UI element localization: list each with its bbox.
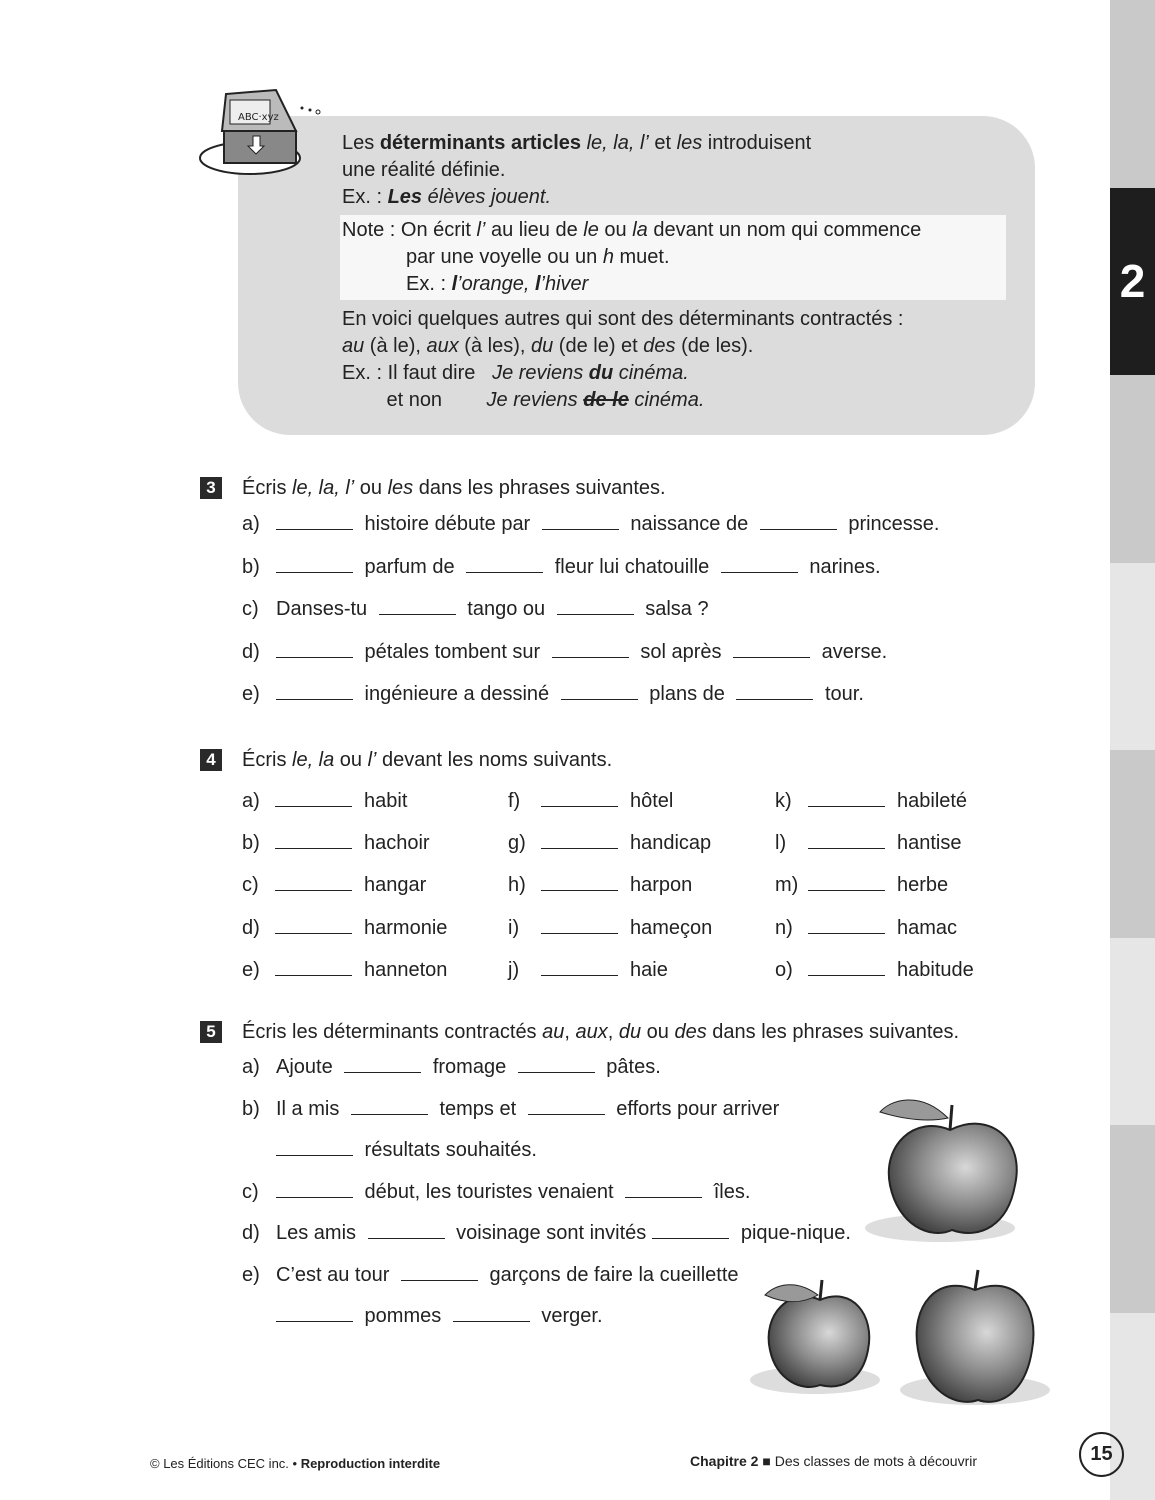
- chapter-label: Chapitre 2: [690, 1453, 759, 1469]
- text-segment: fleur lui chatouille: [549, 555, 715, 578]
- text-segment: introduisent: [702, 132, 812, 154]
- apple-icon: [900, 1270, 1050, 1405]
- text-segment: et non: [342, 389, 487, 411]
- rule-line: [342, 333, 1022, 360]
- styled-segment: le, la, l’: [586, 132, 649, 154]
- text-segment: (de les).: [675, 335, 754, 357]
- text-segment: ou: [641, 1020, 675, 1043]
- text-segment: (à les),: [458, 335, 531, 357]
- text-segment: Ajoute: [276, 1056, 339, 1078]
- noun-word: hangar: [364, 874, 427, 897]
- apples-illustration: [740, 1090, 1050, 1420]
- styled-segment: de le: [583, 389, 629, 411]
- text-segment: Ex. : Il faut dire: [342, 362, 493, 384]
- noun-word: handicap: [630, 832, 712, 855]
- item-label: o): [775, 958, 793, 981]
- styled-segment: h: [602, 246, 614, 268]
- text-segment: verger.: [535, 1305, 603, 1327]
- styled-segment: du: [588, 362, 614, 384]
- noun-item: [242, 916, 447, 940]
- styled-segment: le: [583, 219, 599, 241]
- noun-word: habitude: [897, 958, 974, 981]
- text-segment: ingénieure a dessiné: [359, 683, 555, 705]
- answer-blank[interactable]: [625, 1180, 702, 1198]
- chapter-tabs: [1110, 0, 1155, 1500]
- text-segment: plans de: [643, 683, 731, 705]
- exercise-4: [200, 745, 1100, 990]
- styled-segment: l: [534, 273, 541, 295]
- treasure-chest-icon: [198, 86, 338, 181]
- answer-blank[interactable]: [275, 916, 352, 934]
- page-number: 15: [1079, 1432, 1124, 1477]
- answer-blank[interactable]: [344, 1055, 421, 1073]
- answer-blank[interactable]: [275, 789, 352, 807]
- answer-blank[interactable]: [276, 555, 353, 573]
- answer-blank[interactable]: [541, 958, 618, 976]
- item-label: j): [508, 958, 520, 981]
- apple-icon: [750, 1280, 880, 1394]
- answer-blank[interactable]: [351, 1097, 428, 1115]
- answer-blank[interactable]: [760, 512, 837, 530]
- text-segment: Danses-tu: [276, 598, 373, 620]
- noun-word: habileté: [897, 790, 968, 812]
- text-segment: Ex. :: [342, 186, 388, 208]
- text-segment: temps et: [433, 1097, 522, 1120]
- noun-grid: [242, 775, 1100, 990]
- styled-segment: élèves jouent.: [422, 186, 552, 208]
- text-segment: résultats souhaités.: [359, 1139, 537, 1161]
- styled-segment: aux: [575, 1020, 608, 1043]
- noun-item: [508, 831, 711, 855]
- answer-blank[interactable]: [275, 831, 352, 849]
- text-segment: au lieu de: [485, 219, 584, 241]
- rule-line: [342, 306, 1022, 333]
- text-segment: tour.: [819, 683, 864, 705]
- text-segment: En voici quelques autres qui sont des déterminants contractés :: [342, 308, 904, 330]
- text-segment: pique-nique.: [735, 1222, 851, 1244]
- item-label: b): [242, 1097, 260, 1120]
- text-segment: Écris: [242, 476, 292, 499]
- answer-blank[interactable]: [808, 873, 885, 891]
- noun-word: habit: [364, 790, 408, 812]
- tab-band: [1110, 750, 1155, 938]
- styled-segment: l’: [476, 219, 486, 241]
- apple-icon: [865, 1100, 1017, 1242]
- text-segment: averse.: [816, 640, 888, 663]
- item-label: a): [242, 1056, 260, 1078]
- exercise-heading: [200, 473, 1100, 503]
- text-segment: pétales tombent sur: [359, 640, 546, 663]
- noun-word: hôtel: [630, 790, 674, 812]
- item-label: b): [242, 555, 260, 578]
- noun-item: [508, 916, 712, 940]
- exercise-heading: [200, 1017, 1100, 1047]
- text-segment: une réalité définie.: [342, 159, 506, 181]
- text-segment: Note : On écrit: [342, 219, 477, 241]
- tab-band: [1110, 0, 1155, 188]
- answer-blank[interactable]: [379, 597, 456, 615]
- answer-blank[interactable]: [518, 1055, 595, 1073]
- answer-blank[interactable]: [276, 1138, 353, 1156]
- styled-segment: du: [618, 1020, 642, 1043]
- styled-segment: la: [632, 219, 648, 241]
- exercise-3: [200, 473, 1100, 716]
- answer-blank[interactable]: [275, 958, 352, 976]
- answer-blank[interactable]: [275, 873, 352, 891]
- styled-segment: Les: [387, 186, 423, 208]
- text-segment: salsa ?: [639, 598, 709, 620]
- text-segment: devant un nom qui commence: [647, 219, 922, 241]
- noun-word: haie: [630, 958, 668, 981]
- answer-blank[interactable]: [401, 1263, 478, 1281]
- text-segment: ,: [564, 1020, 576, 1043]
- answer-blank[interactable]: [541, 873, 618, 891]
- item-label: k): [775, 790, 792, 812]
- text-segment: Écris les déterminants contractés: [242, 1020, 543, 1043]
- text-segment: Les: [342, 132, 380, 154]
- styled-segment: au: [342, 335, 365, 357]
- noun-word: hanneton: [364, 958, 448, 981]
- rule-line: [342, 387, 1022, 414]
- noun-item: [775, 831, 962, 855]
- answer-blank[interactable]: [552, 640, 629, 658]
- text-segment: et: [648, 132, 677, 154]
- text-segment: ou: [598, 219, 633, 241]
- noun-item: [508, 789, 673, 813]
- answer-blank[interactable]: [528, 1097, 605, 1115]
- styled-segment: les: [387, 476, 414, 499]
- answer-blank[interactable]: [542, 512, 619, 530]
- tab-band: [1110, 375, 1155, 563]
- exercise-item: [242, 546, 1100, 589]
- answer-blank[interactable]: [276, 1180, 353, 1198]
- noun-item: [508, 958, 668, 982]
- noun-item: [775, 916, 957, 940]
- styled-segment: le, la: [292, 748, 335, 771]
- item-label: e): [242, 1263, 260, 1286]
- exercise-item: [242, 1047, 1100, 1089]
- reproduction-notice: Reproduction interdite: [300, 1456, 441, 1471]
- noun-item: [775, 958, 974, 982]
- styled-segment: cinéma.: [613, 362, 689, 384]
- exercise-number: 4: [200, 749, 222, 771]
- styled-segment: le, la, l’: [292, 476, 355, 499]
- styled-segment: Je reviens: [486, 389, 584, 411]
- noun-item: [242, 789, 407, 813]
- answer-blank[interactable]: [541, 916, 618, 934]
- answer-blank[interactable]: [808, 789, 885, 807]
- text-segment: muet.: [613, 246, 670, 268]
- styled-segment: des: [674, 1020, 707, 1043]
- text-segment: par une voyelle ou un: [406, 246, 603, 268]
- text-segment: sol après: [634, 640, 728, 663]
- tab-band: [1110, 1125, 1155, 1313]
- copyright-text: © Les Éditions CEC inc. •: [150, 1456, 301, 1471]
- text-segment: tango ou: [461, 598, 551, 620]
- text-segment: (à le),: [364, 335, 427, 357]
- text-segment: ou: [354, 476, 388, 499]
- text-segment: Écris: [242, 748, 292, 771]
- answer-blank[interactable]: [276, 1304, 353, 1322]
- answer-blank[interactable]: [721, 555, 798, 573]
- rule-line: [342, 271, 1006, 298]
- answer-blank[interactable]: [808, 958, 885, 976]
- noun-word: harmonie: [364, 916, 448, 939]
- tab-band: [1110, 1313, 1155, 1500]
- text-segment: Ex. :: [406, 273, 452, 295]
- svg-text:ABC·xyz: ABC·xyz: [238, 112, 279, 123]
- chapter-title: ■ Des classes de mots à découvrir: [758, 1453, 978, 1469]
- noun-word: hantise: [897, 832, 962, 855]
- answer-blank[interactable]: [541, 831, 618, 849]
- item-label: c): [242, 874, 259, 897]
- text-segment: (de le) et: [553, 335, 644, 357]
- styled-segment: aux: [426, 335, 459, 357]
- text-segment: devant les noms suivants.: [376, 748, 613, 771]
- tab-band: [1110, 563, 1155, 751]
- styled-segment: les: [676, 132, 703, 154]
- item-label: h): [508, 874, 526, 897]
- answer-blank[interactable]: [466, 555, 543, 573]
- rule-line: [342, 157, 1022, 184]
- answer-blank[interactable]: [557, 597, 634, 615]
- text-segment: naissance de: [624, 513, 754, 535]
- text-segment: ou: [334, 748, 368, 771]
- item-label: c): [242, 1180, 259, 1203]
- noun-word: harpon: [630, 874, 693, 897]
- item-label: f): [508, 790, 521, 812]
- text-segment: histoire débute par: [359, 513, 536, 535]
- exercise-item: [242, 631, 1100, 674]
- exercise-instruction: [242, 477, 666, 500]
- noun-item: [508, 873, 692, 897]
- noun-item: [242, 831, 430, 855]
- rule-line: [342, 360, 1022, 387]
- text-segment: dans les phrases suivantes.: [413, 476, 666, 499]
- item-label: d): [242, 1222, 260, 1244]
- rule-line: [342, 130, 1022, 157]
- text-segment: voisinage sont invités: [450, 1222, 647, 1244]
- text-segment: garçons de faire la cueillette: [483, 1263, 739, 1286]
- exercise-heading: [200, 745, 1100, 775]
- answer-blank[interactable]: [652, 1221, 729, 1239]
- item-label: n): [775, 916, 793, 939]
- noun-word: hamac: [897, 916, 958, 939]
- answer-blank[interactable]: [276, 640, 353, 658]
- text-segment: ,: [607, 1020, 619, 1043]
- noun-word: herbe: [897, 874, 949, 897]
- exercise-item: [242, 673, 1100, 716]
- exercise-item: [242, 588, 1100, 631]
- text-segment: début, les touristes venaient: [359, 1180, 620, 1203]
- noun-item: [242, 958, 447, 982]
- styled-segment: au: [542, 1020, 565, 1043]
- text-segment: fromage: [427, 1056, 512, 1078]
- styled-segment: Je reviens: [492, 362, 589, 384]
- text-segment: C’est au tour: [276, 1263, 395, 1286]
- answer-blank[interactable]: [276, 512, 353, 530]
- noun-item: [242, 873, 426, 897]
- styled-segment: déterminants articles: [379, 132, 582, 154]
- item-label: l): [775, 832, 787, 855]
- styled-segment: du: [531, 335, 554, 357]
- item-label: g): [508, 832, 526, 855]
- item-label: a): [242, 513, 260, 535]
- item-label: m): [775, 874, 799, 897]
- text-segment: Les amis: [276, 1222, 362, 1244]
- exercise-instruction: [242, 1021, 959, 1044]
- chapter-tab-active: 2: [1110, 188, 1155, 376]
- copyright-notice: [150, 1456, 440, 1471]
- answer-blank[interactable]: [276, 682, 353, 700]
- text-segment: îles.: [708, 1180, 751, 1203]
- text-segment: pâtes.: [600, 1056, 661, 1078]
- styled-segment: ’hiver: [540, 273, 589, 295]
- text-segment: efforts pour arriver: [610, 1097, 780, 1120]
- noun-item: [775, 789, 967, 813]
- item-label: a): [242, 790, 260, 812]
- styled-segment: l’: [367, 748, 377, 771]
- noun-item: [775, 873, 948, 897]
- exercise-number: 3: [200, 477, 222, 499]
- answer-blank[interactable]: [453, 1304, 530, 1322]
- text-segment: princesse.: [842, 513, 940, 535]
- item-label: e): [242, 683, 260, 705]
- answer-blank[interactable]: [561, 682, 638, 700]
- answer-blank[interactable]: [733, 640, 810, 658]
- item-label: e): [242, 958, 260, 981]
- exercise-item: [242, 503, 1100, 546]
- exercise-number: 5: [200, 1021, 222, 1043]
- rule-line: [342, 217, 1006, 244]
- text-segment: parfum de: [359, 555, 461, 578]
- styled-segment: ’orange,: [457, 273, 535, 295]
- answer-blank[interactable]: [808, 916, 885, 934]
- exercise-instruction: [242, 749, 612, 772]
- rule-line: [342, 184, 1022, 211]
- text-segment: narines.: [803, 555, 881, 578]
- item-label: d): [242, 916, 260, 939]
- rule-text: [342, 130, 1022, 414]
- styled-segment: cinéma.: [628, 389, 705, 411]
- styled-segment: des: [643, 335, 676, 357]
- note-box: [340, 215, 1006, 300]
- answer-blank[interactable]: [368, 1221, 445, 1239]
- answer-blank[interactable]: [808, 831, 885, 849]
- item-label: i): [508, 916, 520, 939]
- answer-blank[interactable]: [541, 789, 618, 807]
- item-label: c): [242, 598, 259, 620]
- item-label: b): [242, 832, 260, 855]
- noun-word: hameçon: [630, 916, 713, 939]
- chapter-footer: [690, 1453, 977, 1469]
- answer-blank[interactable]: [736, 682, 813, 700]
- text-segment: dans les phrases suivantes.: [706, 1020, 960, 1043]
- text-segment: pommes: [359, 1305, 447, 1327]
- rule-line: [342, 244, 1006, 271]
- noun-word: hachoir: [364, 832, 430, 855]
- styled-segment: l: [451, 273, 458, 295]
- item-label: d): [242, 640, 260, 663]
- tab-band: [1110, 938, 1155, 1126]
- text-segment: Il a mis: [276, 1097, 345, 1120]
